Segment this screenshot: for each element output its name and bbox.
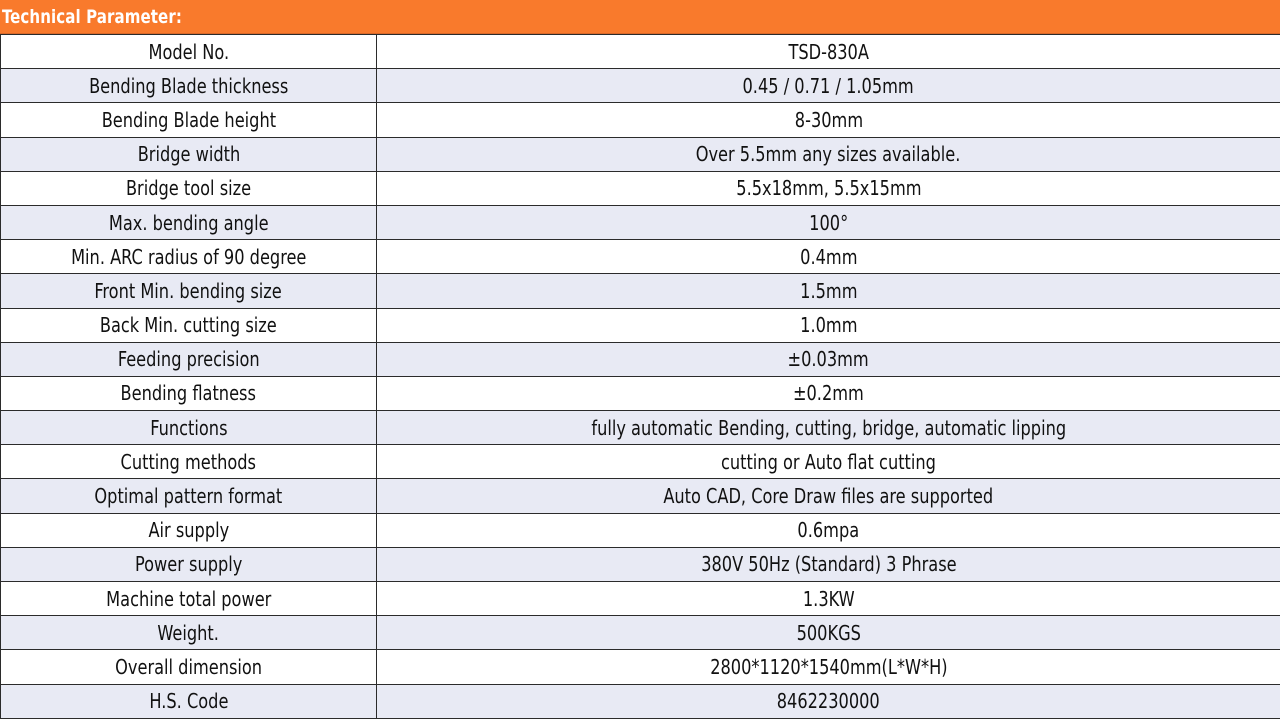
table-row <box>1 479 1280 513</box>
parameter-label: Front Min. bending size <box>94 278 283 303</box>
parameter-label: Back Min. cutting size <box>100 313 277 338</box>
parameter-label: Functions <box>149 415 228 440</box>
table-row <box>1 445 1280 479</box>
parameter-label-cell <box>1 240 377 274</box>
parameter-value-cell <box>377 616 1280 650</box>
table-row <box>1 342 1280 376</box>
table-row <box>1 376 1280 410</box>
parameter-value-cell <box>377 69 1280 103</box>
parameter-label-cell <box>1 547 377 581</box>
parameter-label: Overall dimension <box>115 654 262 679</box>
parameter-value-cell <box>377 547 1280 581</box>
parameter-label-cell <box>1 411 377 445</box>
parameter-value: cutting or Auto flat cutting <box>720 449 937 474</box>
parameter-label: Machine total power <box>105 586 272 611</box>
parameter-value: 8-30mm <box>794 107 863 132</box>
table-row <box>1 137 1280 171</box>
parameter-label: Bending Blade thickness <box>88 73 289 98</box>
parameter-label-cell <box>1 342 377 376</box>
parameter-value: Over 5.5mm any sizes available. <box>696 142 961 167</box>
parameter-value-cell <box>377 205 1280 239</box>
parameter-value: 1.0mm <box>799 313 858 338</box>
parameter-label-cell <box>1 35 377 69</box>
parameter-label-cell <box>1 137 377 171</box>
parameter-value-cell <box>377 684 1280 718</box>
parameter-label: Bridge tool size <box>125 176 252 201</box>
parameter-value: 2800*1120*1540mm(L*W*H) <box>709 654 948 679</box>
table-row <box>1 171 1280 205</box>
parameter-value: ±0.03mm <box>787 347 870 372</box>
parameter-value-cell <box>377 342 1280 376</box>
parameter-value: Auto CAD, Core Draw files are supported <box>663 484 994 509</box>
parameter-label: Model No. <box>148 39 229 64</box>
table-row <box>1 411 1280 445</box>
parameter-value-cell <box>377 479 1280 513</box>
parameter-value-cell <box>377 240 1280 274</box>
parameter-value-cell <box>377 376 1280 410</box>
table-row <box>1 274 1280 308</box>
parameter-label-cell <box>1 205 377 239</box>
parameter-value-cell <box>377 650 1280 684</box>
parameter-label-cell <box>1 445 377 479</box>
table-row <box>1 513 1280 547</box>
parameter-value: 8462230000 <box>776 689 880 714</box>
table-row <box>1 650 1280 684</box>
section-title: Technical Parameter: <box>2 5 182 28</box>
parameter-label-cell <box>1 650 377 684</box>
parameter-label-cell <box>1 582 377 616</box>
parameter-label: Power supply <box>134 552 243 577</box>
table-row <box>1 547 1280 581</box>
parameter-label-cell <box>1 308 377 342</box>
parameter-label: Bending flatness <box>120 381 257 406</box>
parameter-value: 1.5mm <box>799 278 858 303</box>
parameter-label-cell <box>1 171 377 205</box>
parameter-value-cell <box>377 35 1280 69</box>
parameter-label: H.S. Code <box>148 689 229 714</box>
parameter-label-cell <box>1 376 377 410</box>
parameter-label: Max. bending angle <box>108 210 269 235</box>
technical-parameter-table <box>0 34 1280 719</box>
parameter-label: Min. ARC radius of 90 degree <box>70 244 307 269</box>
parameter-value: 0.45 / 0.71 / 1.05mm <box>742 73 915 98</box>
table-row <box>1 240 1280 274</box>
parameter-label-cell <box>1 103 377 137</box>
parameter-value: TSD-830A <box>788 39 869 64</box>
parameter-value: 380V 50Hz (Standard) 3 Phrase <box>700 552 957 577</box>
parameter-label: Optimal pattern format <box>94 484 283 509</box>
parameter-label-cell <box>1 69 377 103</box>
table-row <box>1 69 1280 103</box>
parameter-value-cell <box>377 171 1280 205</box>
parameter-label: Bridge width <box>137 142 240 167</box>
parameter-value: 5.5x18mm, 5.5x15mm <box>735 176 922 201</box>
parameter-label: Weight. <box>157 620 220 645</box>
parameter-value: fully automatic Bending, cutting, bridge, automatic lipping <box>591 415 1066 440</box>
parameter-label: Cutting methods <box>120 449 257 474</box>
parameter-value: 0.4mm <box>799 244 858 269</box>
parameter-value-cell <box>377 445 1280 479</box>
table-row <box>1 103 1280 137</box>
parameter-value: 500KGS <box>796 620 861 645</box>
parameter-label: Air supply <box>148 518 229 543</box>
parameter-value: 0.6mpa <box>797 518 860 543</box>
parameter-value-cell <box>377 103 1280 137</box>
header-bar <box>0 0 1280 34</box>
parameter-value: ±0.2mm <box>793 381 864 406</box>
table-row <box>1 616 1280 650</box>
parameter-value-cell <box>377 137 1280 171</box>
parameter-label: Bending Blade height <box>101 107 276 132</box>
parameter-label-cell <box>1 479 377 513</box>
table-row <box>1 684 1280 718</box>
table-row <box>1 582 1280 616</box>
parameter-value-cell <box>377 582 1280 616</box>
parameter-label-cell <box>1 513 377 547</box>
parameter-value-cell <box>377 411 1280 445</box>
parameter-label: Feeding precision <box>117 347 260 372</box>
parameter-label-cell <box>1 274 377 308</box>
table-row <box>1 308 1280 342</box>
parameter-value: 1.3KW <box>802 586 855 611</box>
parameter-value-cell <box>377 513 1280 547</box>
parameter-label-cell <box>1 684 377 718</box>
parameter-value-cell <box>377 274 1280 308</box>
parameter-value: 100° <box>808 210 849 235</box>
table-row <box>1 205 1280 239</box>
parameter-label-cell <box>1 616 377 650</box>
parameter-value-cell <box>377 308 1280 342</box>
table-row <box>1 35 1280 69</box>
